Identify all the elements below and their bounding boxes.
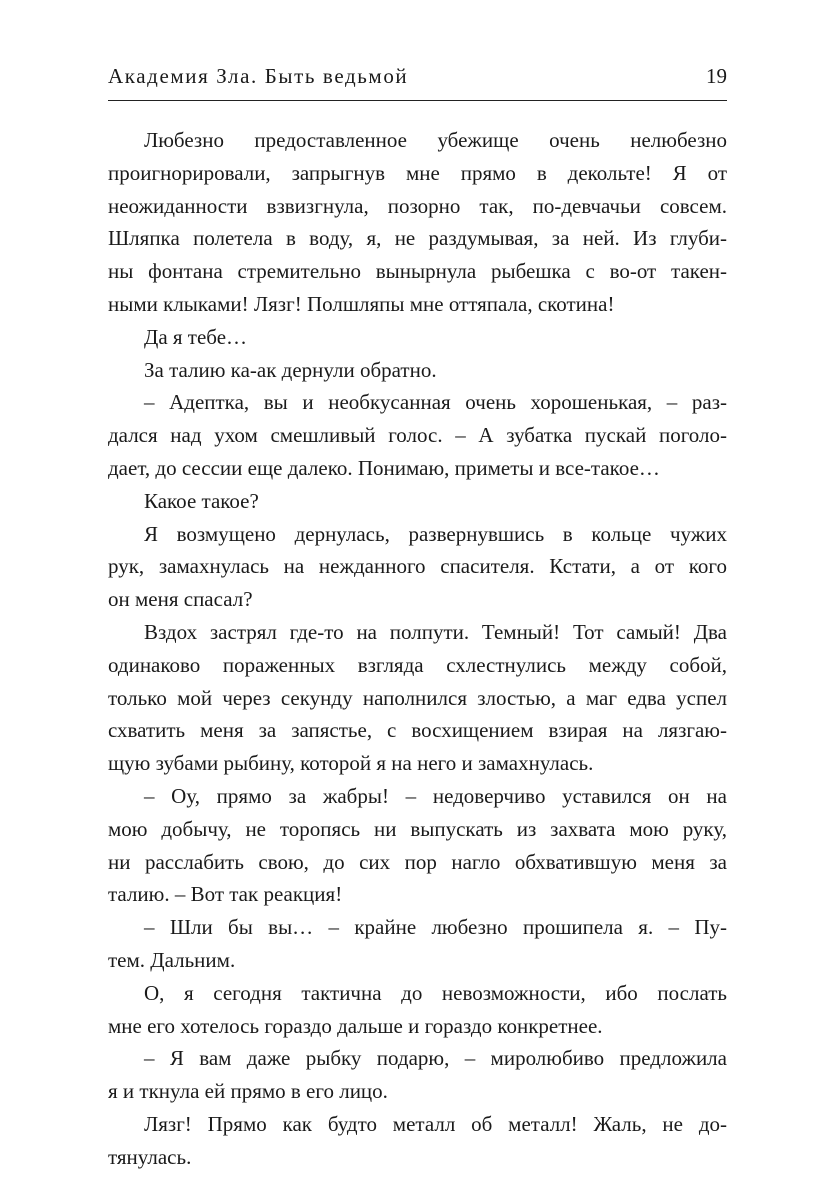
text-line: Шляпка полетела в воду, я, не раздумывая, за ней. Из глуби-: [108, 226, 727, 251]
paragraph: [108, 124, 727, 321]
paragraph: [108, 485, 727, 518]
text-line: Любезно предоставленное убежище очень нелюбезно: [144, 128, 727, 152]
text-line: я и ткнула ей прямо в его лицо.: [108, 1079, 388, 1104]
text-line: неожиданности взвизгнула, позорно так, по-девчачьи совсем.: [108, 193, 727, 218]
page-number: 19: [706, 64, 727, 88]
text-line: мою добычу, не торопясь ни выпускать из захвата мою руку,: [108, 816, 727, 841]
text-line: Какое такое?: [144, 488, 259, 513]
text-line: дает, до сессии еще далеко. Понимаю, приметы и все-такое…: [108, 455, 660, 480]
text-line: схватить меня за запястье, с восхищением взирая на лязгаю-: [108, 718, 727, 743]
paragraph: [108, 977, 727, 1043]
text-line: – Шли бы вы… – крайне любезно прошипела я. – Пу-: [144, 915, 727, 940]
text-line: он меня спасал?: [108, 587, 253, 612]
text-line: мне его хотелось гораздо дальше и гораздо конкретнее.: [108, 1013, 603, 1038]
text-line: Да я тебе…: [144, 324, 248, 349]
text-line: – Адептка, вы и необкусанная очень хорошенькая, – раз-: [144, 390, 727, 415]
text-line: ными клыками! Лязг! Полшляпы мне оттяпала, скотина!: [108, 291, 615, 316]
paragraph: [108, 354, 727, 387]
body-text: [108, 124, 727, 1174]
text-line: только мой через секунду наполнился злостью, а маг едва успел: [108, 685, 727, 710]
paragraph: [108, 1042, 727, 1108]
text-line: За талию ка-ак дернули обратно.: [144, 357, 437, 382]
text-line: одинаково пораженных взгляда схлестнулись между собой,: [108, 652, 727, 677]
running-header: [108, 58, 727, 101]
text-line: – Оу, прямо за жабры! – недоверчиво уставился он на: [144, 783, 727, 808]
paragraph: [108, 1108, 727, 1174]
text-line: ни расслабить свою, до сих пор нагло обхватившую меня за: [108, 849, 727, 874]
text-line: рук, замахнулась на нежданного спасителя. Кстати, а от кого: [108, 554, 727, 579]
paragraph: [108, 616, 727, 780]
text-line: щую зубами рыбину, которой я на него и замахнулась.: [108, 751, 594, 776]
running-title: Академия Зла. Быть ведьмой: [108, 64, 409, 88]
text-line: тем. Дальним.: [108, 947, 236, 972]
text-line: Вздох застрял где-то на полпути. Темный! Тот самый! Два: [144, 619, 727, 644]
text-line: О, я сегодня тактична до невозможности, ибо послать: [144, 980, 727, 1005]
paragraph: [108, 780, 727, 911]
text-line: Я возмущено дернулась, развернувшись в кольце чужих: [144, 521, 727, 546]
text-line: дался над ухом смешливый голос. – А зубатка пускай поголо-: [108, 423, 727, 448]
text-line: талию. – Вот так реакция!: [108, 882, 343, 907]
text-line: Лязг! Прямо как будто металл об металл! Жаль, не до-: [144, 1111, 727, 1136]
text-line: проигнорировали, запрыгнув мне прямо в декольте! Я от: [108, 160, 727, 185]
paragraph: [108, 911, 727, 977]
paragraph: [108, 518, 727, 616]
text-line: – Я вам даже рыбку подарю, – миролюбиво предложила: [144, 1046, 727, 1071]
paragraph: [108, 386, 727, 484]
paragraph: [108, 321, 727, 354]
text-line: ны фонтана стремительно вынырнула рыбешка с во-от такен-: [108, 259, 727, 284]
text-line: тянулась.: [108, 1144, 192, 1169]
